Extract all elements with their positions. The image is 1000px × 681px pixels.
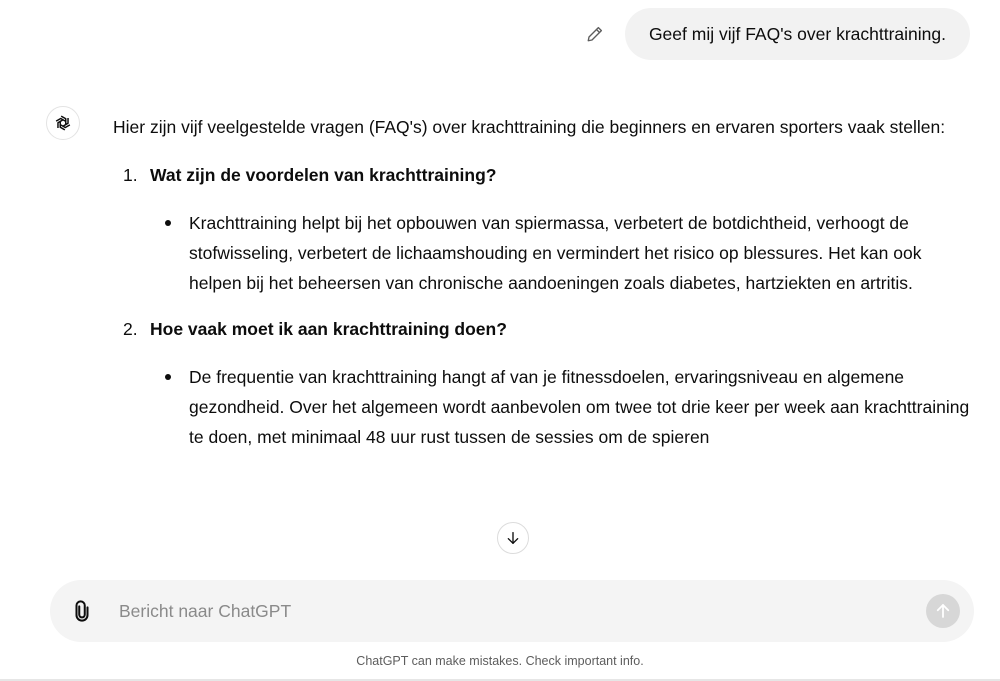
user-message-row [583,8,970,60]
faq-item [113,160,973,298]
edit-message-button[interactable] [583,22,607,46]
arrow-down-icon [505,530,521,546]
message-input[interactable] [117,600,926,623]
faq-question: Hoe vaak moet ik aan krachttraining doen? [150,319,507,339]
faq-number: 2. [123,319,138,339]
faq-list [113,160,973,452]
scroll-to-bottom-button[interactable] [497,522,529,554]
faq-answer-list [113,208,973,298]
disclaimer-text: ChatGPT can make mistakes. Check important info. [356,654,644,668]
faq-answer: Krachttraining helpt bij het opbouwen van spiermassa, verbetert de botdichtheid, verhoogt de stofwisseling, verbetert de lichaamshouding en vermindert het risico op blessures. Het kan ook helpen bij het beheersen van chronische aandoeningen zoals diabetes, hartziekten en artritis. [161,208,973,298]
paperclip-icon [71,600,93,622]
pencil-icon [586,25,604,43]
send-button[interactable] [926,594,960,628]
faq-question-row [113,314,973,344]
faq-question-row [113,160,973,190]
assistant-message [113,112,973,468]
assistant-avatar [46,106,80,140]
faq-question: Wat zijn de voordelen van krachttraining? [150,165,497,185]
user-message-bubble: Geef mij vijf FAQ's over krachttraining. [625,8,970,60]
assistant-intro: Hier zijn vijf veelgestelde vragen (FAQ's) over krachttraining die beginners en ervaren sporters vaak stellen: [113,117,946,137]
attach-file-button[interactable] [67,596,97,626]
faq-item [113,314,973,452]
chatgpt-logo-icon [52,112,74,134]
faq-answer-list [113,362,973,452]
message-composer [50,580,974,642]
faq-number: 1. [123,165,138,185]
faq-answer: De frequentie van krachttraining hangt af van je fitnessdoelen, ervaringsniveau en algemene gezondheid. Over het algemeen wordt aanbevolen om twee tot drie keer per week aan krachttraining te doen, met minimaal 48 uur rust tussen de sessies om de spieren [161,362,973,452]
arrow-up-icon [934,602,952,620]
